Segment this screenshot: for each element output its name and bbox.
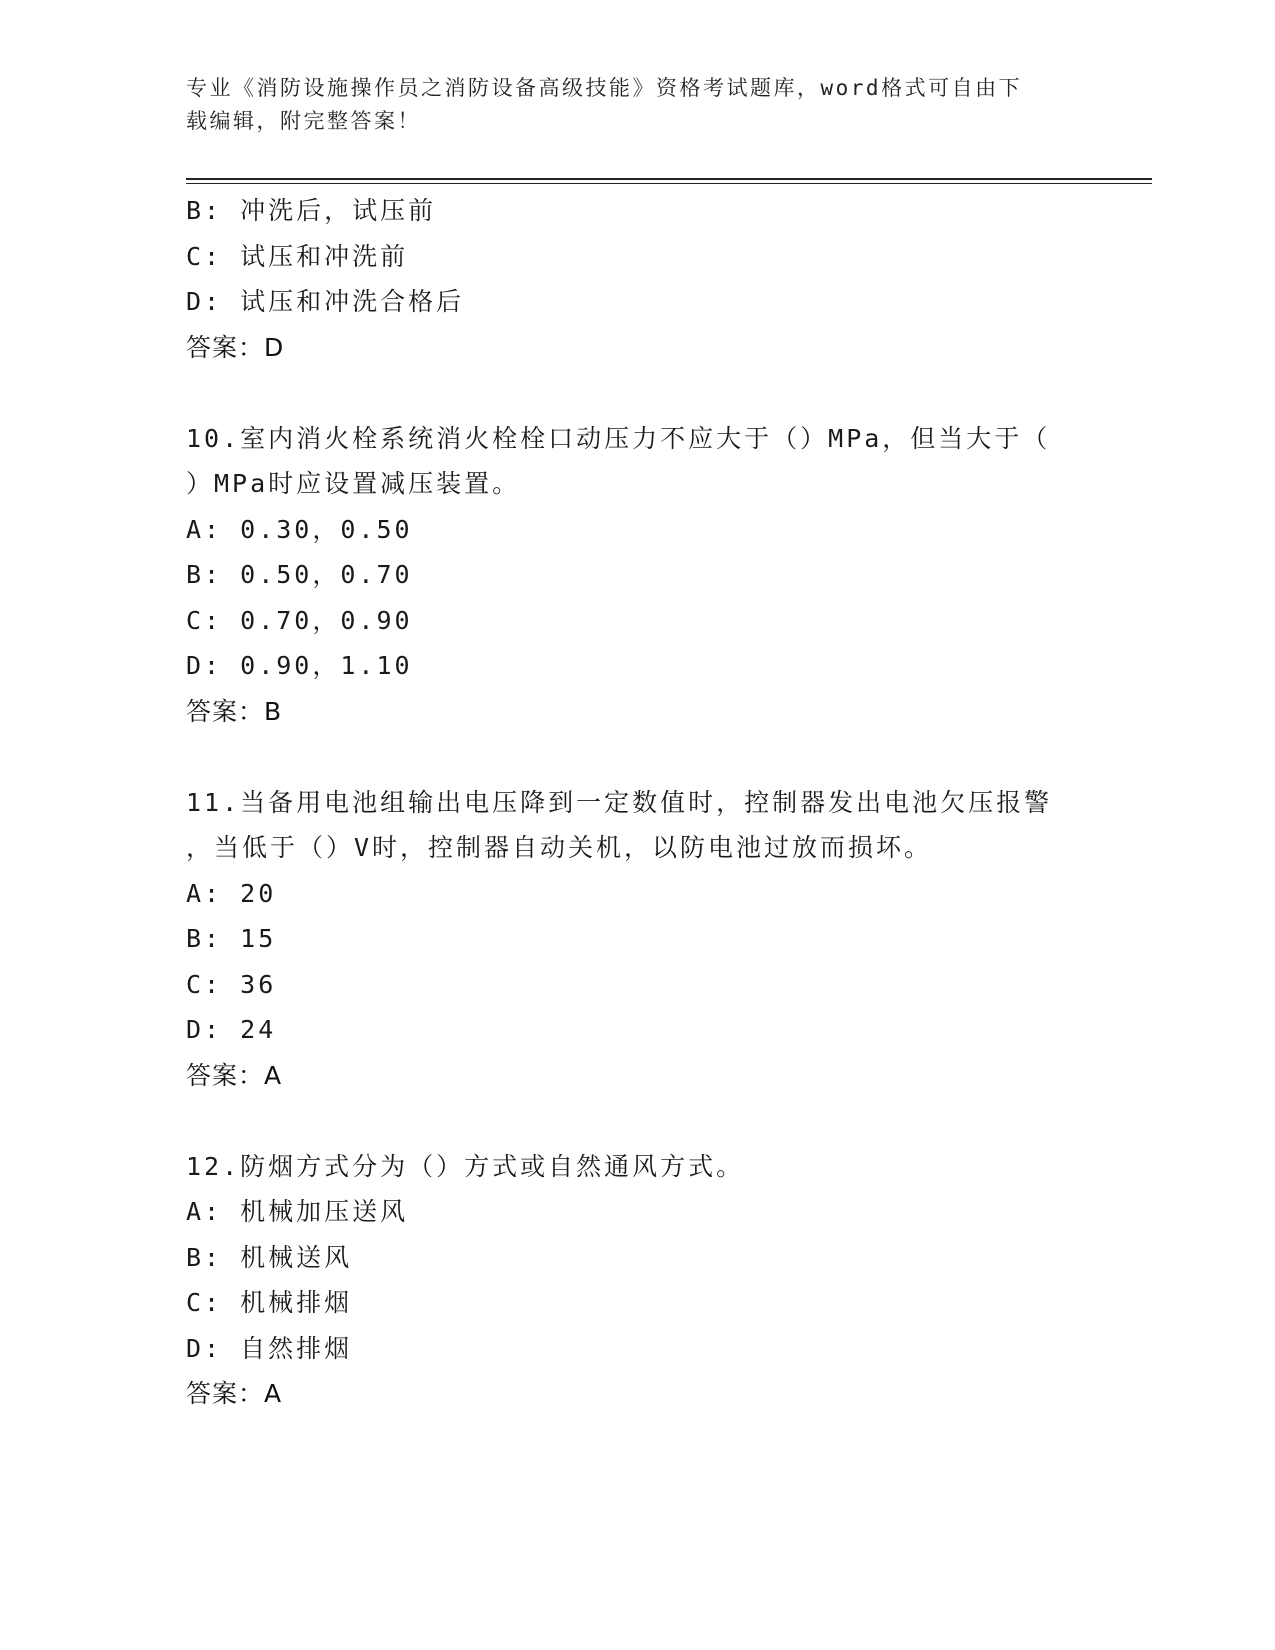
- option-b: B: 冲洗后，试压前: [186, 196, 437, 225]
- option-b: B: 15: [186, 924, 277, 953]
- answer-label: 答案：B: [186, 696, 283, 726]
- header-line-1: 专业《消防设施操作员之消防设备高级技能》资格考试题库，word格式可自由下: [186, 76, 1023, 100]
- question-list: [186, 188, 1086, 1417]
- answer-label: 答案：D: [186, 332, 285, 362]
- option-c: C: 机械排烟: [186, 1288, 353, 1317]
- option-c: C: 0.70，0.90: [186, 605, 413, 635]
- option-d: D: 试压和冲洗合格后: [186, 287, 465, 316]
- answer-label: 答案：A: [186, 1379, 283, 1408]
- option-c: C: 试压和冲洗前: [186, 241, 409, 271]
- header-divider-thin: [186, 183, 1152, 184]
- option-a: A: 20: [186, 878, 277, 908]
- document-header: [186, 72, 1086, 138]
- option-b: B: 0.50，0.70: [186, 560, 413, 589]
- answer-label: 答案：A: [186, 1060, 283, 1090]
- question-text-line-2: ）MPa时应设置减压装置。: [186, 469, 521, 498]
- option-a: A: 机械加压送风: [186, 1197, 409, 1226]
- question-text-line-1: 12.防烟方式分为（）方式或自然通风方式。: [186, 1151, 745, 1181]
- option-a: A: 0.30，0.50: [186, 514, 413, 544]
- option-d: D: 自然排烟: [186, 1333, 353, 1363]
- question-block-10: [186, 416, 1086, 735]
- question-text-line-2: ，当低于（）V时，控制器自动关机，以防电池过放而损坏。: [186, 833, 933, 862]
- question-block-previous: [186, 188, 1086, 370]
- question-text-line-1: 10.室内消火栓系统消火栓栓口动压力不应大于（）MPa，但当大于（: [186, 423, 1051, 453]
- option-d: D: 0.90，1.10: [186, 651, 413, 680]
- header-line-2: 载编辑，附完整答案！: [186, 109, 421, 133]
- question-block-11: [186, 780, 1086, 1099]
- spacer: [186, 734, 1086, 780]
- option-d: D: 24: [186, 1015, 277, 1044]
- header-divider-thick: [186, 178, 1152, 180]
- option-b: B: 机械送风: [186, 1242, 353, 1272]
- question-text-line-1: 11.当备用电池组输出电压降到一定数值时，控制器发出电池欠压报警: [186, 787, 1053, 817]
- option-c: C: 36: [186, 969, 277, 999]
- spacer: [186, 370, 1086, 416]
- spacer: [186, 1098, 1086, 1144]
- question-block-12: [186, 1144, 1086, 1417]
